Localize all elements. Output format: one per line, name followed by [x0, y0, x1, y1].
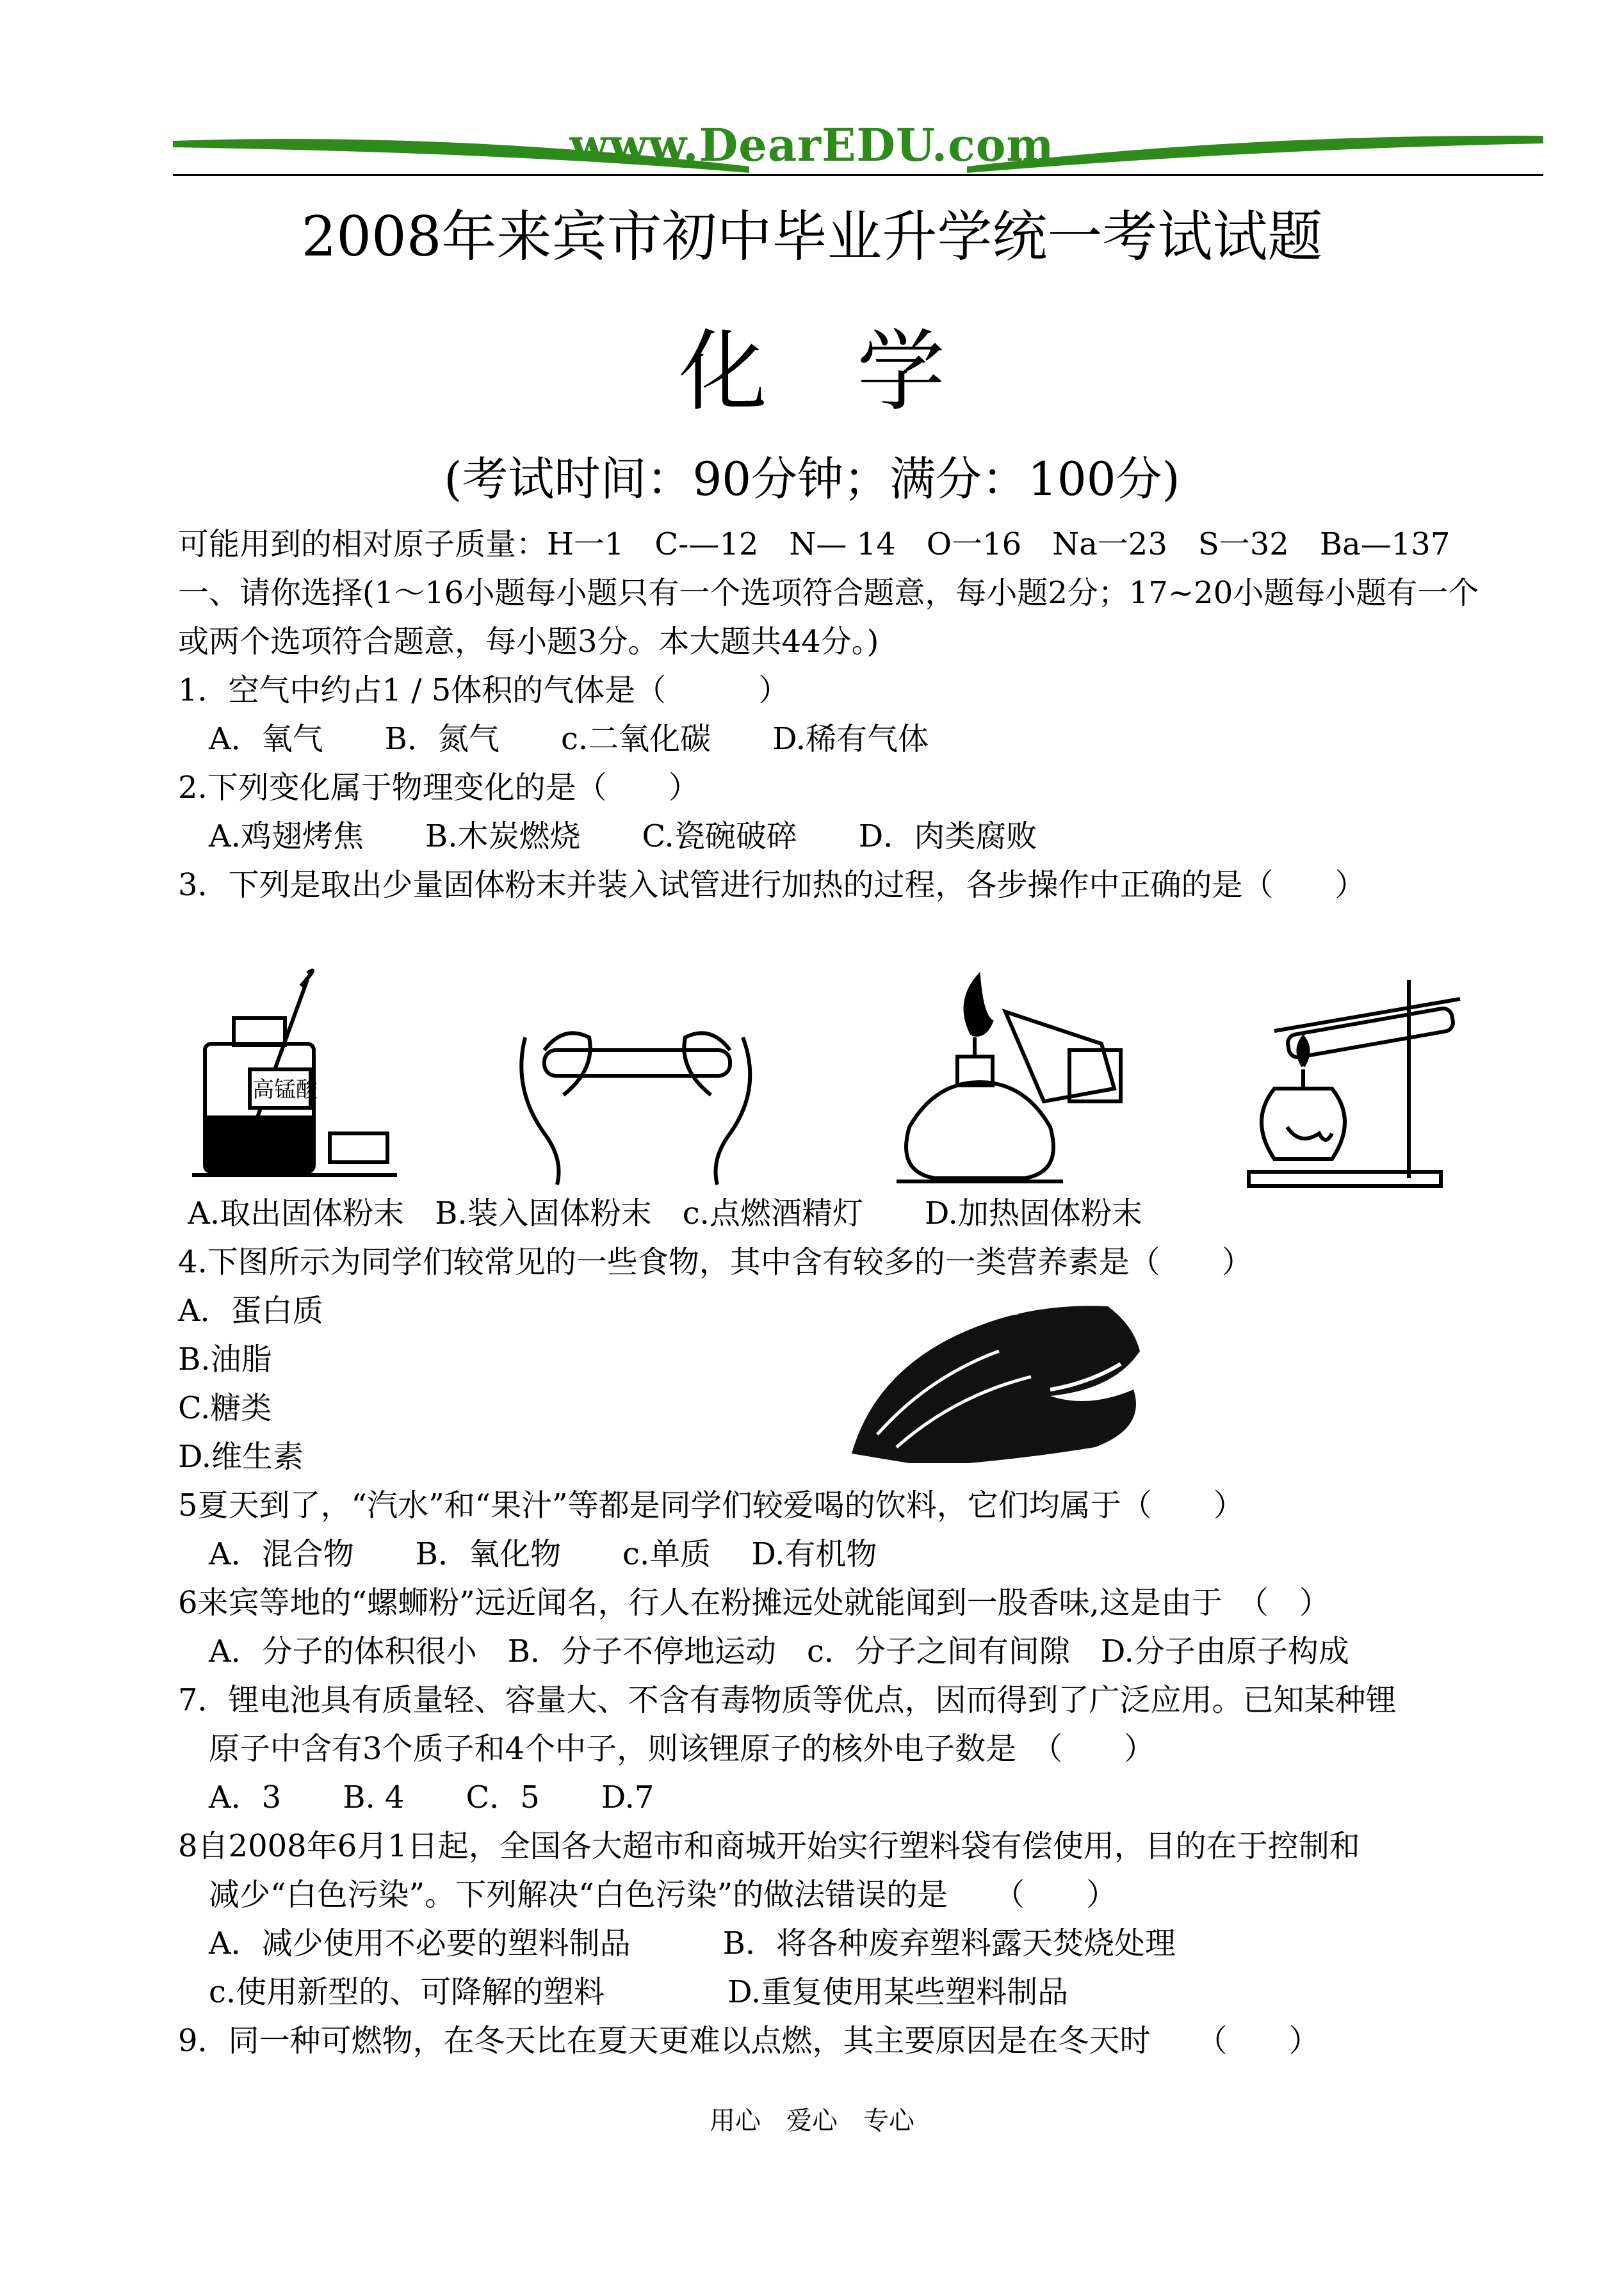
hands-test-tube-figure	[521, 1033, 750, 1185]
q5-options: A．混合物 B．氧化物 c.单质 D.有机物	[178, 1536, 877, 1572]
header-rule	[173, 174, 1543, 176]
q5-stem: 5夏天到了，“汽水”和“果汁”等都是同学们较爱喝的饮料，它们均属于（ ）	[178, 1488, 1244, 1523]
q4-option-b: B.油脂	[178, 1342, 272, 1377]
q7-stem-2: 原子中含有3个质子和4个中子，则该锂原子的核外电子数是 （ ）	[178, 1731, 1155, 1767]
q3-stem: 3．下列是取出少量固体粉末并装入试管进行加热的过程，各步操作中正确的是（ ）	[178, 867, 1366, 903]
alcohol-lamp-figure	[897, 977, 1121, 1181]
q7-stem-1: 7．锂电池具有质量轻、容量大、不含有毒物质等优点，因而得到了广泛应用。已知某种锂	[178, 1682, 1397, 1718]
q3-captions: A.取出固体粉末 B.装入固体粉末 c.点燃酒精灯 D.加热固体粉末	[178, 1196, 1142, 1231]
q7-options: A．3 B. 4 C．5 D.7	[178, 1780, 654, 1815]
iron-stand-figure	[1249, 980, 1460, 1186]
food-illustration	[839, 1287, 1153, 1463]
q8-options-1: A．减少使用不必要的塑料制品 B．将各种废弃塑料露天焚烧处理	[178, 1926, 1176, 1961]
q6-stem: 6来宾等地的“螺蛳粉”远近闻名，行人在粉摊远处就能闻到一股香味,这是由于 （ ）	[178, 1585, 1330, 1621]
q2-options: A.鸡翅烤焦 B.木炭燃烧 C.瓷碗破碎 D．肉类腐败	[178, 818, 1037, 854]
site-logo-text: www.DearEDU.com	[569, 118, 1055, 172]
page-footer: 用心 爱心 专心	[710, 2106, 914, 2136]
q6-options: A．分子的体积很小 B．分子不停地运动 c．分子之间有间隙 D.分子由原子构成	[178, 1634, 1349, 1669]
q1-options: A．氧气 B．氮气 c.二氧化碳 D.稀有气体	[178, 721, 929, 757]
q8-stem-1: 8自2008年6月1日起，全国各大超市和商城开始实行塑料袋有偿使用，目的在于控制和	[178, 1828, 1360, 1864]
q2-stem: 2.下列变化属于物理变化的是（ ）	[178, 770, 699, 806]
q8-stem-2: 减少“白色污染”。下列解决“白色污染”的做法错误的是 （ ）	[178, 1877, 1117, 1913]
atomic-masses: 可能用到的相对原子质量：H一1 C-—12 N— 14 O一16 Na一23 S一32 Ba—137	[178, 526, 1450, 562]
q4-option-c: C.糖类	[178, 1390, 272, 1426]
section-intro-2: 或两个选项符合题意，每小题3分。本大题共44分。)	[178, 624, 879, 660]
bottle-label: 高锰酸	[252, 1077, 318, 1103]
q1-stem: 1．空气中约占1 / 5体积的气体是（ ）	[178, 672, 790, 708]
subject-title: 化学	[679, 320, 1035, 423]
q9-stem: 9．同一种可燃物，在冬天比在夏天更难以点燃，其主要原因是在冬天时 （ ）	[178, 2023, 1320, 2059]
q4-option-a: A．蛋白质	[178, 1293, 323, 1329]
exam-title: 2008年来宾市初中毕业升学统一考试试题	[301, 205, 1323, 269]
exam-info: (考试时间：90分钟；满分：100分)	[444, 452, 1180, 506]
section-intro-1: 一、请你选择(1～16小题每小题只有一个选项符合题意，每小题2分；17~20小题每小题有一个	[178, 575, 1479, 611]
q3-figures	[186, 961, 1505, 1191]
q4-option-d: D.维生素	[178, 1439, 304, 1475]
q8-options-2: c.使用新型的、可降解的塑料 D.重复使用某些塑料制品	[178, 1974, 1069, 2010]
reagent-bottle-figure	[192, 971, 397, 1176]
q4-stem: 4.下图所示为同学们较常见的一些食物，其中含有较多的一类营养素是（ ）	[178, 1244, 1253, 1280]
